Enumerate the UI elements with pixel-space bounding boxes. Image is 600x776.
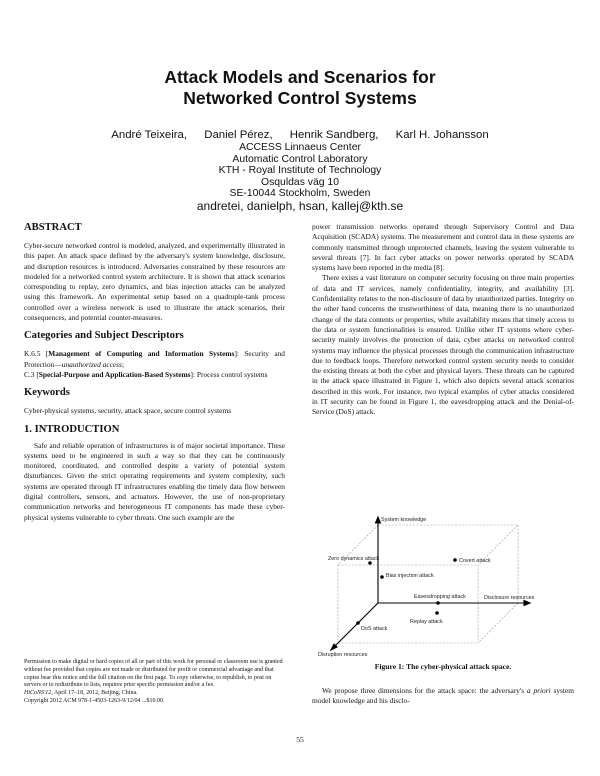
conference-name: HiCoNS'12, [24, 690, 53, 697]
affiliation-line: ACCESS Linnaeus Center [239, 142, 361, 153]
category-code: C.3 [ [24, 369, 39, 379]
author-name: Henrik Sandberg, [289, 129, 379, 141]
introduction-paragraph: Safe and reliable operation of infrastructures is of major societal importance. These systems need to be engineered in such a way so that they can be continuously monitored, coordinated, and controlled despite a variety of potential system disturbances. Given the strict operating requirements and system complexity, such systems are operated through IT infrastructures enabling the timely data flow between digital controllers, sensors, and actuators. However, the use of non-proprietary communication networks and heterogeneous IT components has made these cyber-physical systems vulnerable to cyber threats. One such example are the [24, 440, 285, 522]
dos-attack-point [356, 621, 360, 625]
point-label: Bias injection attack [386, 573, 434, 579]
copyright-footnote [24, 659, 285, 706]
permission-text: Permission to make digital or hard copies of all or part of this work for personal or classroom use is granted without fee provided that copies are not made or distributed for profit or commercial advantage and that copies bear this notice and the full citation on the first page. To copy otherwise, to republish, to post on servers or to redistribute to lists, requires prior specific permission and/or a fee. [24, 659, 283, 689]
conference-line [24, 690, 285, 698]
axis-label-disclosure: Disclosure resources [484, 595, 535, 601]
axis-arrow [376, 517, 381, 523]
page-number: 55 [296, 735, 304, 744]
affiliation-line: Osquldas väg 10 [261, 176, 339, 188]
author-block [0, 129, 600, 213]
introduction-heading: 1. INTRODUCTION [24, 423, 120, 435]
author-names [0, 129, 600, 142]
categories-heading: Categories and Subject Descriptors [24, 330, 184, 342]
keywords-heading: Keywords [24, 387, 70, 399]
conference-date: April 17–18, 2012, Beijing, China. [52, 690, 138, 697]
body-paragraph: power transmission networks operated through Supervisory Control and Data Acquisition (SCADA) systems. The measurement and control data in these systems are commonly transmitted through unprotected channels, leaving the system vulnerable to several threats [7]. In fact cyber attacks on power networks operated by SCADA systems have been reported in the media [8]. [312, 222, 574, 273]
category-name: Management of Computing and Information Systems [48, 349, 235, 359]
categories-text [24, 349, 285, 380]
copyright-line: Copyright 2012 ACM 978-1-4503-1263-9/12/04 ...$10.00. [24, 697, 165, 704]
bias-injection-point [380, 575, 384, 579]
paper-title [0, 67, 600, 109]
disruption-axis [334, 603, 378, 647]
paragraph-text: We propose three dimensions for the attack space: the adversary's [322, 686, 527, 695]
eavesdropping-point [436, 601, 440, 605]
axis-label-disruption: Disruption resources [318, 652, 368, 658]
author-name: Karl H. Johansson [395, 129, 489, 141]
point-label: Eavesdropping attack [414, 594, 466, 600]
category-detail: ]: Security and Protection— [24, 349, 285, 369]
category-code: K.6.5 [ [24, 349, 49, 359]
axis-label-knowledge: System knowledge [381, 517, 427, 523]
point-label: DoS attack [361, 626, 388, 632]
attack-space-figure [318, 515, 568, 660]
keywords-text: Cyber-physical systems, security, attack space, secure control systems [24, 406, 232, 416]
point-label: Zero dynamics attack [328, 556, 380, 562]
author-name: André Teixeira, [111, 129, 188, 141]
body-paragraph: There exists a vast literature on computer security focusing on three main properties of data and IT services, namely confidentiality, integrity, and availability [3]. Confidentiality relates to the non-disclosure of data by unauthorized parties. Integrity on the other hand concerns the trustworthiness of data, meaning there is no unauthorized change of the data contents or properties, while availability means that timely access to the data or system functionalities is ensured. Unlike other IT systems where cyber-security mainly involves the protection of data, cyber attacks on networked control systems may influence the physical processes through the communication infrastructure due to feedback loops. Therefore networked control system security needs to consider the existing threats at both the cyber and physical layers. These threats can be captured in the attack space illustrated in Figure 1, which also depicts several attack scenarios described in this work. For instance, two typical examples of cyber attacks considered in IT security can be found in Figure 1, the eavesdropping attack and the Denial-of-Service (DoS) attack. [312, 273, 574, 417]
abstract-text: Cyber-secure networked control is modeled, analyzed, and experimentally illustrated in this paper. An attack space defined by the adversary's system knowledge, disclosure, and disruption resources is introduced. Adversaries constrained by these resources are modeled for a networked control system architecture. It is shown that attack scenarios corresponding to replay, zero dynamics, and bias injection attacks can be analyzed using this framework. An experimental setup based on a quadruple-tank process controlled over a wireless network is used to illustrate the attack scenarios, their consequences, and potential counter-measures. [24, 241, 285, 323]
replay-attack-point [435, 611, 439, 615]
affiliation-line: SE-10044 Stockholm, Sweden [229, 188, 371, 200]
right-column [312, 222, 574, 418]
paragraph-italic: a priori [526, 686, 551, 695]
title-line-1: Attack Models and Scenarios for [164, 67, 436, 87]
category-end: ; [121, 359, 124, 369]
cube-edge [478, 603, 518, 643]
point-label: Replay attack [410, 619, 443, 625]
figure-caption: Figure 1: The cyber-physical attack space. [374, 662, 512, 671]
right-column-last-paragraph [312, 686, 574, 707]
category-italic: unauthorized access [61, 359, 122, 369]
category-name: Special-Purpose and Application-Based Systems [38, 369, 191, 379]
title-line-2: Networked Control Systems [183, 88, 417, 108]
point-label: Covert attack [459, 558, 491, 564]
category-detail: ]: Process control systems [190, 369, 268, 379]
paragraph-text: system model knowledge and his disclo- [312, 686, 574, 706]
author-name: Daniel Pérez, [204, 129, 273, 141]
affiliation-line: KTH - Royal Institute of Technology [218, 165, 382, 177]
affiliation-line: Automatic Control Laboratory [232, 153, 368, 165]
author-emails: andretei, danielph, hsan, kallej@kth.se [196, 198, 404, 213]
covert-attack-point [453, 558, 457, 562]
abstract-heading: ABSTRACT [24, 222, 82, 233]
axis-arrow [524, 601, 530, 606]
left-column [24, 222, 285, 523]
body-paragraph [312, 686, 574, 707]
